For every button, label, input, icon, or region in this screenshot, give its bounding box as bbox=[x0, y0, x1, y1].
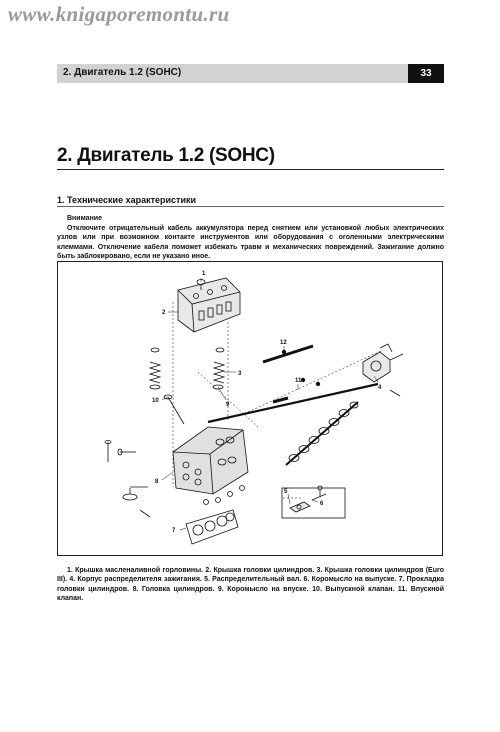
intake-valve-lower bbox=[123, 487, 148, 500]
caption-body: 1. Крышка масленаливной горловины. 2. Крышка головки цилиндров. 3. Крышка головки цилиндров (Euro III). 4. Корпус распределителя зажигания. 5. Распределительный вал. 6. Коромысло на выпуске. 7. Прокладка головки цилиндров. 8. Головка цилиндров. 9. Коромысло на впуске. 10. Выпускной клапан. 11. Впускной клапан. bbox=[57, 567, 444, 603]
callout-6: 6 bbox=[320, 501, 324, 507]
callout-1: 1 bbox=[202, 271, 206, 277]
chapter-title: 2. Двигатель 1.2 (SOHC) bbox=[57, 145, 275, 166]
page-header bbox=[57, 64, 444, 83]
valve-spring-right bbox=[213, 348, 224, 389]
header-section-label: 2. Двигатель 1.2 (SOHC) bbox=[63, 67, 182, 78]
cylinder-head-cover bbox=[178, 278, 240, 332]
callout-7: 7 bbox=[172, 528, 176, 534]
exhaust-valve bbox=[164, 395, 184, 424]
attention-label: Внимание bbox=[67, 215, 102, 222]
callout-8: 8 bbox=[155, 479, 159, 485]
cylinder-head bbox=[173, 427, 248, 505]
section-divider bbox=[57, 206, 444, 207]
watermark: www.knigaporemontu.ru bbox=[8, 2, 230, 26]
rocker-arm-inset bbox=[282, 486, 345, 518]
chapter-divider bbox=[57, 169, 444, 170]
callout-9: 9 bbox=[226, 402, 230, 408]
figure-caption bbox=[57, 566, 444, 604]
cylinder-head-gasket bbox=[186, 510, 238, 544]
rocker-shaft-upper bbox=[263, 346, 313, 362]
section-title: 1. Технические характеристики bbox=[57, 195, 197, 205]
camshaft bbox=[286, 402, 358, 465]
valve-spring-left bbox=[150, 348, 160, 389]
callout-5: 5 bbox=[284, 489, 288, 495]
distributor-housing bbox=[363, 344, 403, 382]
callout-11: 11 bbox=[295, 378, 302, 384]
warning-body: Отключите отрицательный кабель аккумулятора перед снятием или установкой любых электрических узлов или при возможном контакте инструментов или оборудования с оголенными электрическими клеммами. Отключение кабеля поможет избежать травм и механических повреждений. Зажигание должно быть заблокировано, если не указано иное. bbox=[57, 225, 444, 261]
studs-and-bolts bbox=[105, 390, 400, 517]
callout-3: 3 bbox=[238, 371, 242, 377]
rocker-shaft-lower bbox=[208, 378, 378, 422]
warning-text bbox=[57, 224, 444, 262]
callout-4: 4 bbox=[378, 385, 382, 391]
callout-10: 10 bbox=[152, 398, 159, 404]
engine-head-drawing bbox=[58, 262, 442, 555]
exploded-diagram bbox=[57, 261, 443, 556]
callout-2: 2 bbox=[162, 310, 166, 316]
callout-12: 12 bbox=[280, 340, 287, 346]
page-number: 33 bbox=[408, 64, 444, 83]
